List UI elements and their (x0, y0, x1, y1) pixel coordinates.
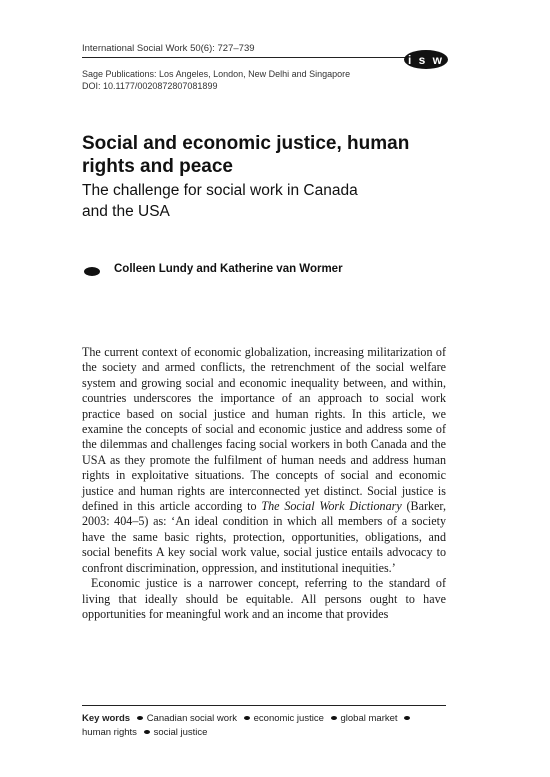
keyword: Canadian social work (146, 713, 237, 724)
keywords-label: Key words (82, 713, 131, 724)
article-title: Social and economic justice, human rights and peace (82, 133, 410, 177)
keywords-rule (82, 705, 446, 706)
abstract (82, 345, 446, 622)
keywords-block (82, 712, 446, 740)
keyword: economic justice (253, 713, 324, 724)
keyword: human rights (82, 727, 137, 738)
journal-citation: International Social Work 50(6): 727–739 (82, 43, 255, 54)
header-rule (82, 57, 412, 58)
abstract-text: (Barker, 2003: 404–5) as: ‘An ideal condition in which all members of a society have the same basic rights, protection, opportunities, obligations, and social benefits A key social work value, social justice entails advocacy to confront discrimination, oppression, and institutional inequities.’ (82, 499, 446, 575)
keyword-bullet-icon (331, 716, 337, 720)
keyword-bullet-icon (244, 716, 250, 720)
abstract-paragraph-2: Economic justice is a narrower concept, referring to the standard of living that ideally should be equitable. All persons ought to have opportunities for meaningful work and an income that provides (82, 576, 446, 621)
abstract-paragraph-1 (82, 345, 446, 576)
article-subtitle: The challenge for social work in Canada and the USA (82, 182, 358, 220)
journal-logo: i s w (404, 50, 448, 69)
article-authors: Colleen Lundy and Katherine van Wormer (114, 263, 343, 275)
keyword-bullet-icon (144, 730, 150, 734)
keyword-bullet-icon (137, 716, 143, 720)
publisher-line: Sage Publications: Los Angeles, London, New Delhi and Singapore (82, 69, 351, 79)
dictionary-title: The Social Work Dictionary (261, 499, 402, 514)
doi-line: DOI: 10.1177/0020872807081899 (82, 81, 218, 91)
author-bullet-icon (84, 267, 100, 276)
keyword: social justice (153, 727, 208, 738)
keyword: global market (340, 713, 398, 724)
abstract-text: The current context of economic globalization, increasing militarization of the society and armed conflicts, the retrenchment of the social welfare system and growing social and economic inequality between, and within, countries underscores the importance of an approach to social work practice based on social justice and human rights. In this article, we examine the concepts of social and economic justice and address some of the dilemmas and challenges facing social workers in both Canada and the USA as they promote the fulfilment of human needs and address human rights in exploitative situations. The concepts of social and economic justice and human rights are interconnected yet distinct. Social justice is defined in this article according to (82, 345, 446, 514)
keyword-bullet-icon (404, 716, 410, 720)
